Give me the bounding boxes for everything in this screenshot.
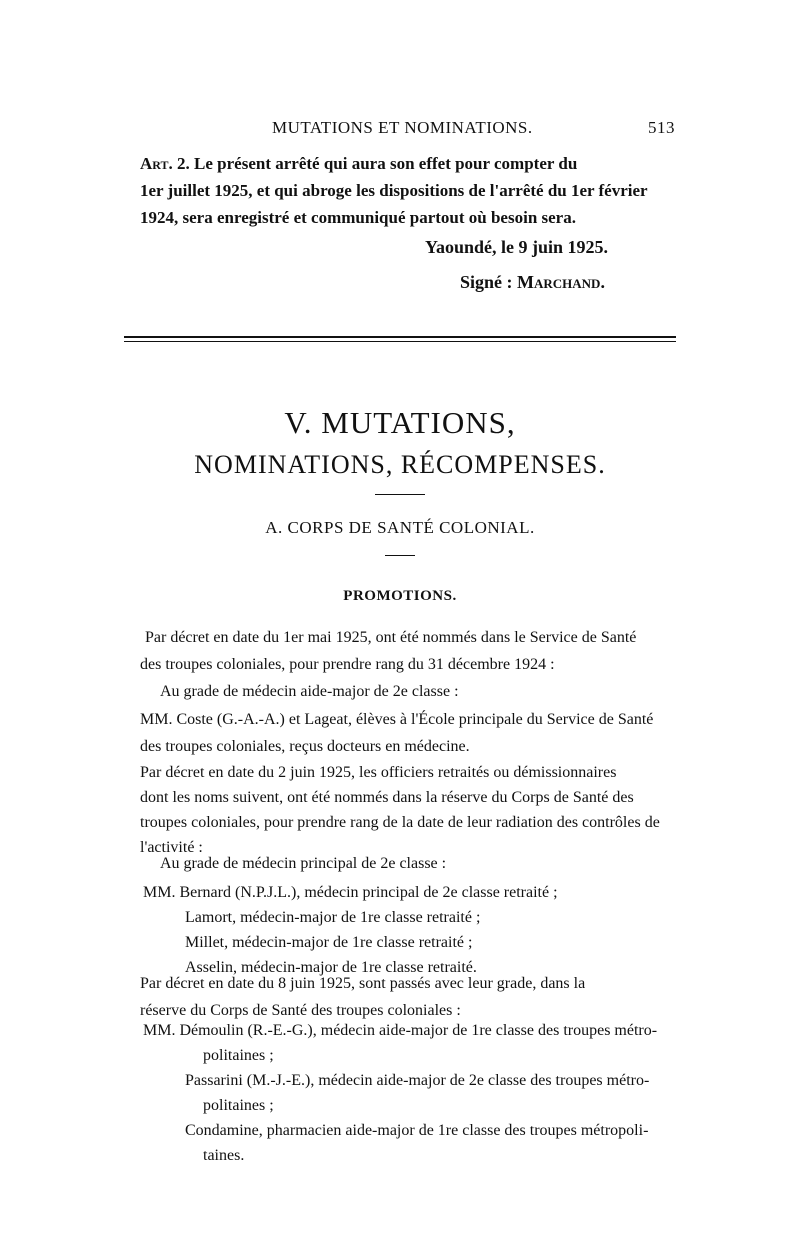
list-item: Millet, médecin-major de 1re classe retraité ; bbox=[185, 934, 473, 951]
list-item: taines. bbox=[203, 1147, 245, 1164]
place-date: Yaoundé, le 9 juin 1925. bbox=[425, 237, 609, 257]
list-item: MM. Démoulin (R.-E.-G.), médecin aide-major de 1re classe des troupes métro- bbox=[143, 1022, 658, 1039]
article-2 bbox=[140, 150, 685, 231]
section-rule-thin bbox=[124, 341, 676, 342]
list-item: Condamine, pharmacien aide-major de 1re classe des troupes métropoli- bbox=[185, 1122, 649, 1139]
section-title-2: NOMINATIONS, RÉCOMPENSES. bbox=[194, 450, 606, 479]
section-rule-thick bbox=[124, 336, 676, 338]
list-item: politaines ; bbox=[203, 1047, 274, 1064]
paragraph-2: MM. Coste (G.-A.-A.) et Lageat, élèves à l'École principale du Service de Santé des troupes coloniales, reçus docteurs en médecine. bbox=[140, 711, 654, 755]
paragraph-3: Par décret en date du 2 juin 1925, les officiers retraités ou démissionnaires dont les noms suivent, ont été nommés dans la réserve du Corps de Santé des troupes coloniales, pour prendre rang de la date de leur radiation des contrôles de l'activité : bbox=[140, 764, 660, 856]
page-number: 513 bbox=[648, 118, 675, 137]
running-title: MUTATIONS ET NOMINATIONS. bbox=[272, 118, 533, 137]
paragraph-4: Par décret en date du 8 juin 1925, sont passés avec leur grade, dans la réserve du Corps de Santé des troupes coloniales : bbox=[140, 975, 586, 1019]
article-line-1: Le présent arrêté qui aura son effet pour compter du bbox=[194, 154, 578, 173]
promotions-heading: PROMOTIONS. bbox=[343, 588, 457, 604]
list-item: politaines ; bbox=[203, 1097, 274, 1114]
list-2 bbox=[143, 1018, 657, 1168]
grade-heading-2: Au grade de médecin principal de 2e classe : bbox=[160, 855, 447, 872]
grade-heading-1: Au grade de médecin aide-major de 2e classe : bbox=[160, 683, 459, 700]
list-item: Asselin, médecin-major de 1re classe retraité. bbox=[185, 959, 477, 976]
list-1 bbox=[143, 880, 558, 980]
list-item: MM. Bernard (N.P.J.L.), médecin principal de 2e classe retraité ; bbox=[143, 884, 558, 901]
subtitle-divider bbox=[385, 555, 415, 556]
paragraph-1: Par décret en date du 1er mai 1925, ont été nommés dans le Service de Santé des troupes coloniales, pour prendre rang du 31 décembre 1924 : bbox=[140, 629, 637, 673]
title-divider bbox=[375, 494, 425, 495]
signed-name: Marchand. bbox=[517, 272, 605, 292]
section-title-1: V. MUTATIONS, bbox=[284, 405, 516, 440]
article-line-2: 1er juillet 1925, et qui abroge les dispositions de l'arrêté du 1er février bbox=[140, 181, 648, 200]
section-subtitle: A. CORPS DE SANTÉ COLONIAL. bbox=[265, 518, 535, 537]
list-item: Lamort, médecin-major de 1re classe retraité ; bbox=[185, 909, 481, 926]
signed-label: Signé : bbox=[460, 272, 513, 292]
article-line-3: 1924, sera enregistré et communiqué partout où besoin sera. bbox=[140, 208, 576, 227]
running-head bbox=[0, 118, 800, 140]
list-item: Passarini (M.-J.-E.), médecin aide-major de 2e classe des troupes métro- bbox=[185, 1072, 650, 1089]
signature-line bbox=[460, 268, 700, 296]
article-label: Art. 2. bbox=[140, 154, 190, 173]
